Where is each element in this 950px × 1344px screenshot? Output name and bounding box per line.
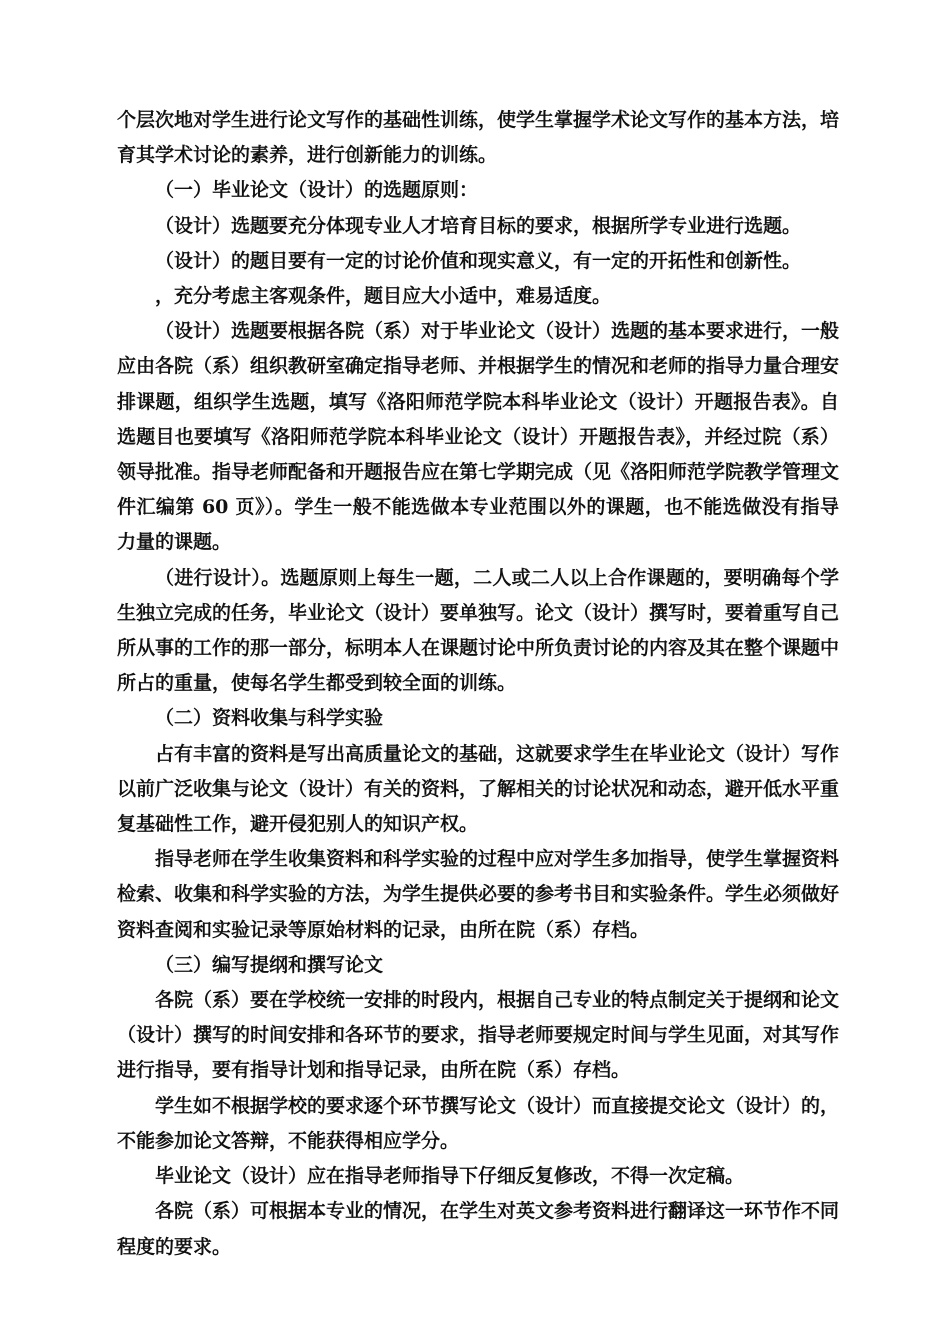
- document-paragraph: （设计）选题要根据各院（系）对于毕业论文（设计）选题的基本要求进行，一般应由各院（系）组织教研室确定指导老师、并根据学生的情况和老师的指导力量合理安排课题，组织学生选题，填写《洛阳师范学院本科毕业论文（设计）开题报告表》。自选题目也要填写《洛阳师范学院本科毕业论文（设计）开题报告表》，并经过院（系）领导批准。指导老师配备和开题报告应在第七学期完成（见《洛阳师范学院教学管理文件汇编第 60 页》）。学生一般不能选做本专业范围以外的课题，也不能选做没有指导力量的课题。: [117, 320, 840, 554]
- document-paragraph: 各院（系）要在学校统一安排的时段内，根据自己专业的特点制定关于提纲和论文（设计）撰写的时间安排和各环节的要求，指导老师要规定时间与学生见面，对其写作进行指导，要有指导计划和指导记录，由所在院（系）存档。: [117, 989, 840, 1082]
- document-paragraph: 指导老师在学生收集资料和科学实验的过程中应对学生多加指导，使学生掌握资料检索、收集和科学实验的方法，为学生提供必要的参考书目和实验条件。学生必须做好资料查阅和实验记录等原始材料的记录，由所在院（系）存档。: [117, 848, 840, 941]
- document-paragraph: （进行设计）。选题原则上每生一题，二人或二人以上合作课题的，要明确每个学生独立完成的任务，毕业论文（设计）要单独写。论文（设计）撰写时，要着重写自己所从事的工作的那一部分，标明本人在课题讨论中所负责讨论的内容及其在整个课题中所占的重量，使每名学生都受到较全面的训练。: [117, 566, 840, 695]
- document-paragraph: 个层次地对学生进行论文写作的基础性训练，使学生掌握学术论文写作的基本方法，培育其学术讨论的素养，进行创新能力的训练。: [117, 109, 840, 167]
- document-paragraph: （一）毕业论文（设计）的选题原则：: [155, 179, 479, 202]
- document-paragraph: （二）资料收集与科学实验: [155, 707, 384, 730]
- document-paragraph: （设计）的题目要有一定的讨论价值和现实意义，有一定的开拓性和创新性。: [155, 249, 802, 272]
- document-paragraph: 各院（系）可根据本专业的情况，在学生对英文参考资料进行翻译这一环节作不同程度的要求。: [117, 1200, 840, 1258]
- document-paragraph: （设计）选题要充分体现专业人才培育目标的要求，根据所学专业进行选题。: [155, 214, 802, 237]
- document-paragraph: 学生如不根据学校的要求逐个环节撰写论文（设计）而直接提交论文（设计）的，不能参加论文答辩，不能获得相应学分。: [117, 1094, 840, 1152]
- document-paragraph: 占有丰富的资料是写出高质量论文的基础，这就要求学生在毕业论文（设计）写作以前广泛收集与论文（设计）有关的资料，了解相关的讨论状况和动态，避开低水平重复基础性工作，避开侵犯别人的知识产权。: [117, 742, 840, 836]
- document-paragraph: ，充分考虑主客观条件，题目应大小适中，难易适度。: [155, 285, 612, 308]
- document-paragraph: 毕业论文（设计）应在指导老师指导下仔细反复修改，不得一次定稿。: [155, 1165, 745, 1188]
- document-body: [117, 103, 839, 1265]
- document-paragraph: （三）编写提纲和撰写论文: [155, 953, 384, 976]
